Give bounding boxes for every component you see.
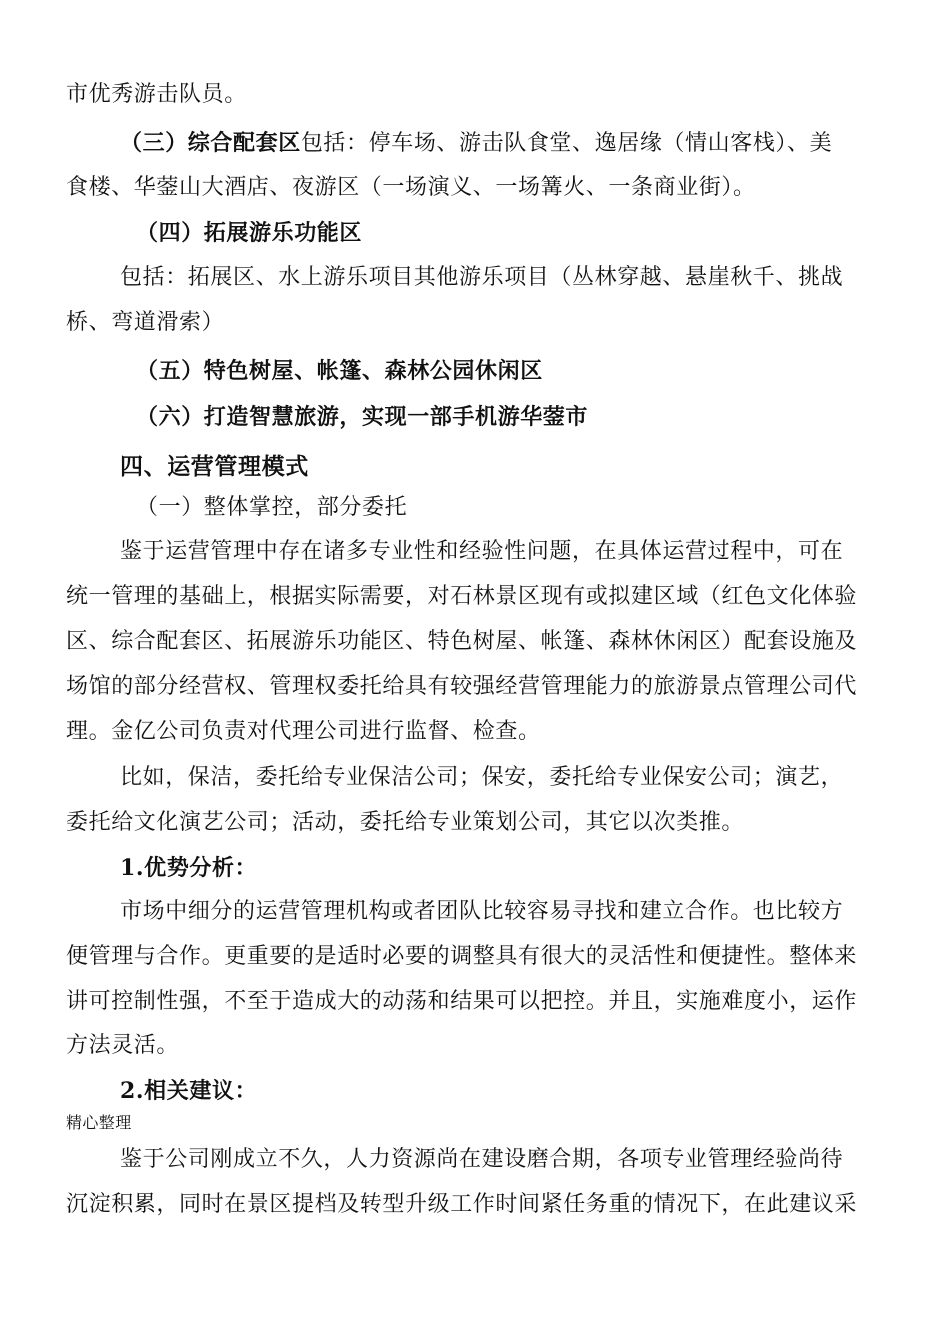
section-3-text: 包括：停车场、游击队食堂、逸居缘（情山客栈）、美 [300,131,833,156]
paragraph-line: 桥、弯道滑索） [66,310,225,335]
paragraph-line: 市优秀游击队员。 [66,82,247,107]
paragraph-line: 包括：拓展区、水上游乐项目其他游乐项目（丛林穿越、悬崖秋千、挑战 [120,265,844,290]
section-6-heading: （六）打造智慧旅游，实现一部手机游华蓥市 [136,404,589,430]
paragraph-line: 比如，保洁，委托给专业保洁公司；保安，委托给专业保安公司；演艺， [120,765,844,790]
paragraph-line: 便管理与合作。更重要的是适时必要的调整具有很大的灵活性和便捷性。整体来 [66,944,858,969]
paragraph-line: 统一管理的基础上，根据实际需要，对石林景区现有或拟建区域（红色文化体验 [66,584,858,609]
section-5-heading: （五）特色树屋、帐篷、森林公园休闲区 [136,358,543,384]
paragraph-line: 方法灵活。 [66,1033,180,1058]
paragraph-line: 鉴于公司刚成立不久，人力资源尚在建设磨合期，各项专业管理经验尚待 [120,1147,844,1172]
paragraph-line: 食楼、华蓥山大酒店、夜游区（一场演义、一场篝火、一条商业街）。 [66,175,756,200]
paragraph-line: 讲可控制性强，不至于造成大的动荡和结果可以把控。并且，实施难度小，运作 [66,989,858,1014]
subsection-heading: （一）整体掌控，部分委托 [136,495,408,520]
advantage-heading: 1.优势分析： [120,855,258,881]
section-4-heading: （四）拓展游乐功能区 [136,220,363,246]
watermark-text: 精心整理 [66,1113,132,1132]
paragraph-line: 鉴于运营管理中存在诸多专业性和经验性问题，在具体运营过程中，可在 [120,539,844,564]
paragraph-line: 沉淀积累，同时在景区提档及转型升级工作时间紧任务重的情况下，在此建议采 [66,1192,858,1217]
paragraph-line: 委托给文化演艺公司；活动，委托给专业策划公司，其它以次类推。 [66,810,745,835]
paragraph-line: 市场中细分的运营管理机构或者团队比较容易寻找和建立合作。也比较方 [120,899,844,924]
paragraph-line: 场馆的部分经营权、管理权委托给具有较强经营管理能力的旅游景点管理公司代 [66,674,858,699]
paragraph-line: 理。金亿公司负责对代理公司进行监督、检查。 [66,719,541,744]
chapter-heading: 四、运营管理模式 [120,453,309,480]
suggestion-heading: 2.相关建议： [120,1078,258,1104]
paragraph-line: 区、综合配套区、拓展游乐功能区、特色树屋、帐篷、森林休闲区）配套设施及 [66,629,858,654]
section-3-line [120,128,832,159]
section-3-heading: （三）综合配套区 [120,130,301,156]
